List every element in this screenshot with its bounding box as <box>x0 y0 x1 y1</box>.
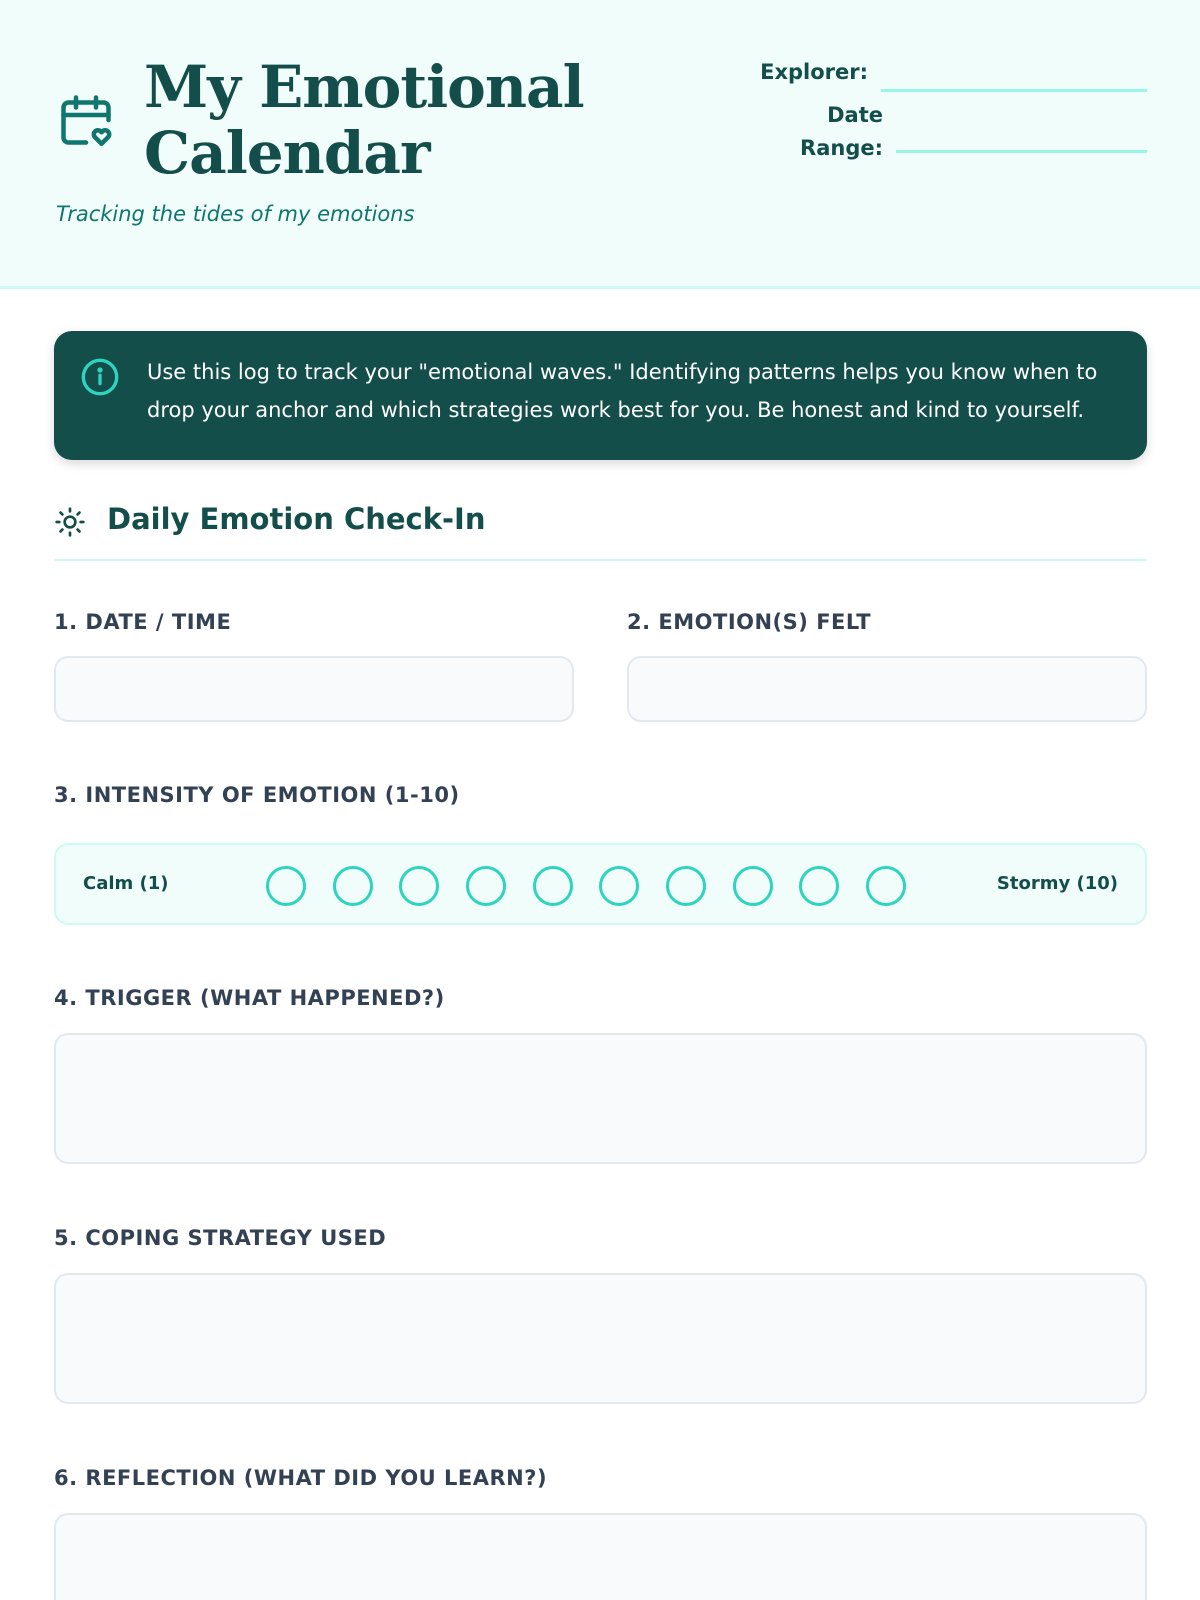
intensity-option-3[interactable] <box>399 866 439 906</box>
intensity-option-2[interactable] <box>333 866 373 906</box>
intensity-label: 3. INTENSITY OF EMOTION (1-10) <box>54 783 460 807</box>
sun-icon <box>54 506 86 538</box>
intensity-option-1[interactable] <box>266 866 306 906</box>
section-divider <box>54 559 1147 561</box>
intensity-option-6[interactable] <box>599 866 639 906</box>
emotions-felt-input[interactable] <box>627 656 1147 722</box>
section-title: Daily Emotion Check-In <box>107 502 486 536</box>
calendar-heart-icon <box>56 90 116 150</box>
date-range-label-line2: Range: <box>800 136 883 160</box>
intensity-option-9[interactable] <box>799 866 839 906</box>
coping-input[interactable] <box>54 1273 1147 1404</box>
trigger-input[interactable] <box>54 1033 1147 1164</box>
date-range-field[interactable] <box>896 150 1147 153</box>
coping-label: 5. COPING STRATEGY USED <box>54 1226 387 1250</box>
scale-low-label: Calm (1) <box>83 873 169 894</box>
page-title: My Emotional Calendar <box>144 53 584 187</box>
trigger-label: 4. TRIGGER (WHAT HAPPENED?) <box>54 986 445 1010</box>
intensity-option-7[interactable] <box>666 866 706 906</box>
intensity-option-4[interactable] <box>466 866 506 906</box>
intensity-scale <box>54 843 1147 925</box>
reflection-input[interactable] <box>54 1513 1147 1600</box>
explorer-label: Explorer: <box>760 60 868 84</box>
date-range-label-line1: Date <box>827 103 883 127</box>
info-icon <box>80 357 120 397</box>
info-notice <box>54 331 1147 460</box>
date-time-label: 1. DATE / TIME <box>54 610 232 634</box>
intensity-option-10[interactable] <box>866 866 906 906</box>
reflection-label: 6. REFLECTION (WHAT DID YOU LEARN?) <box>54 1466 548 1490</box>
scale-high-label: Stormy (10) <box>996 873 1118 894</box>
notice-text: Use this log to track your "emotional waves." Identifying patterns helps you know when to drop your anchor and which strategies work best for you. Be honest and kind to yourself. <box>147 360 1098 422</box>
page-subtitle: Tracking the tides of my emotions <box>56 202 415 226</box>
page-header <box>0 0 1200 289</box>
intensity-option-5[interactable] <box>533 866 573 906</box>
emotions-felt-label: 2. EMOTION(S) FELT <box>627 610 872 634</box>
explorer-field[interactable] <box>881 89 1147 92</box>
date-time-input[interactable] <box>54 656 574 722</box>
intensity-option-8[interactable] <box>733 866 773 906</box>
